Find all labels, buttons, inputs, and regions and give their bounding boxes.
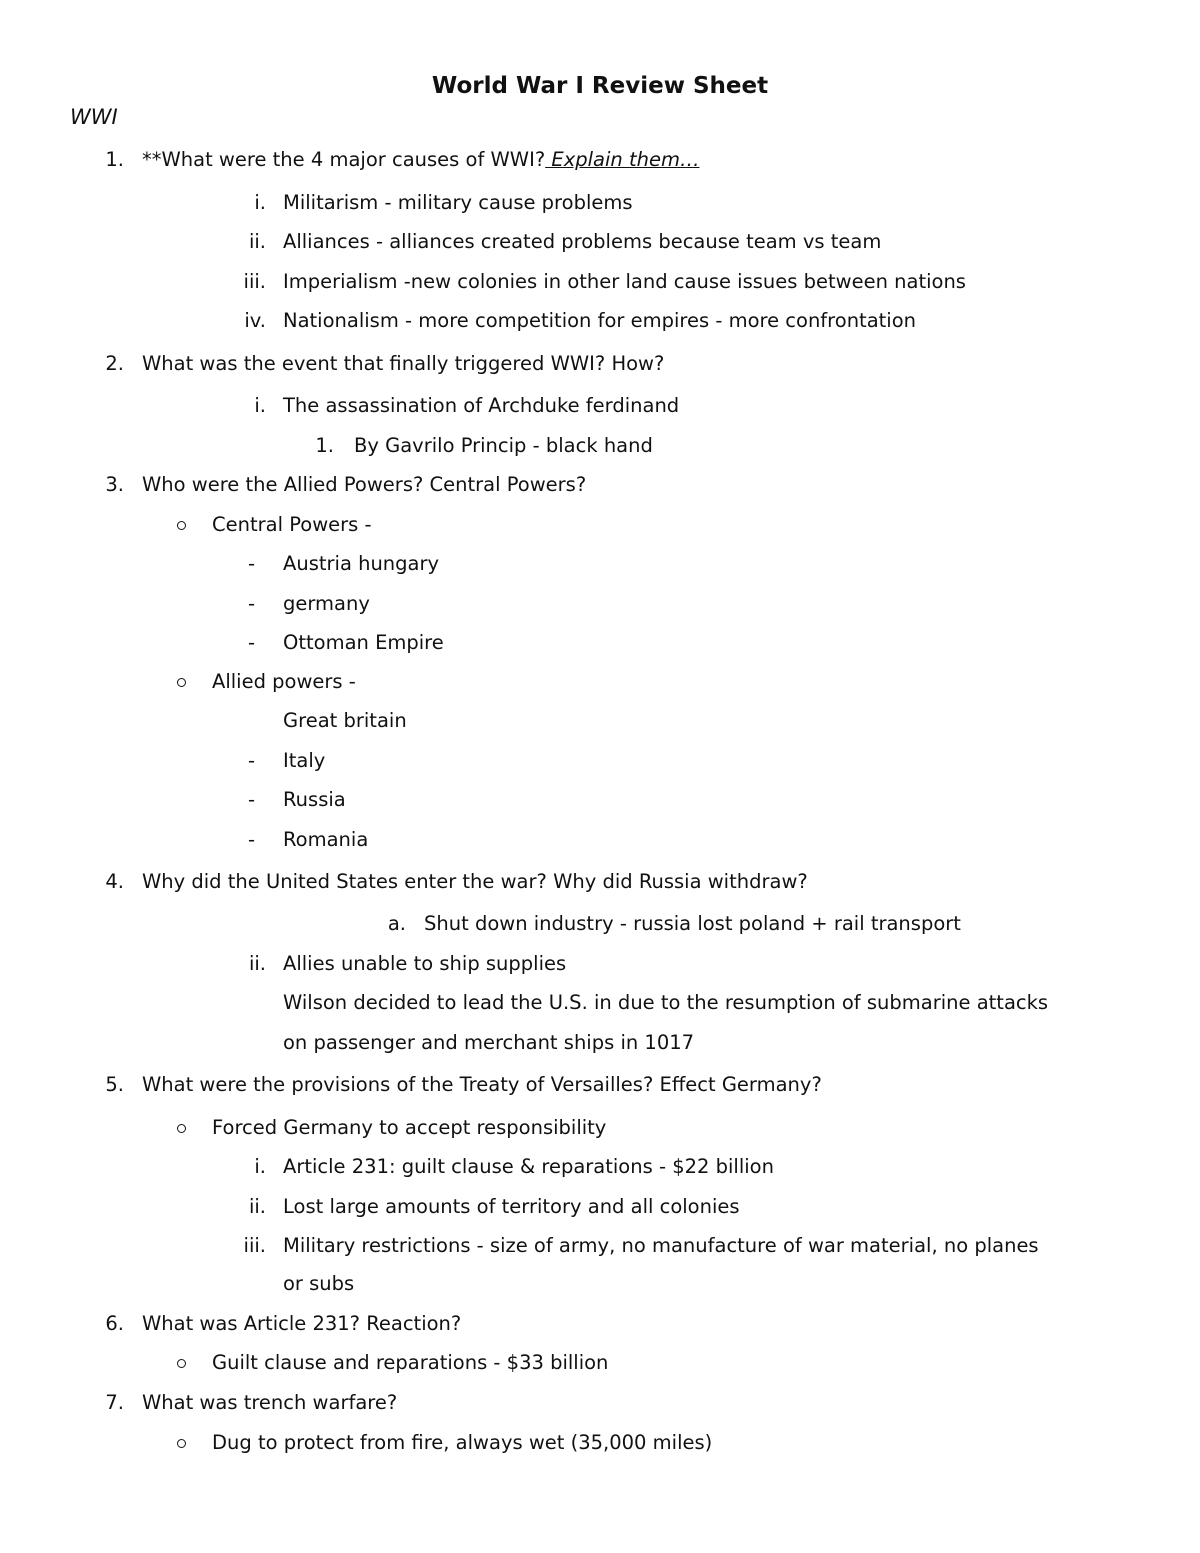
q1-item-3: Imperialism -new colonies in other land cause issues between nations — [283, 270, 966, 293]
q1-item-4-number: iv. — [244, 309, 266, 332]
dash-marker: - — [248, 788, 256, 811]
q7-text: What was trench warfare? — [142, 1391, 398, 1414]
allied-power-2: Italy — [283, 749, 326, 772]
allied-powers-label: Allied powers - — [212, 670, 356, 693]
q4-wilson-line-2: on passenger and merchant ships in 1017 — [283, 1031, 695, 1054]
q1-item-2: Alliances - alliances created problems because team vs team — [283, 230, 882, 253]
q1-question: **What were the 4 major causes of WWI? — [142, 148, 546, 171]
q4-ii-number: ii. — [248, 952, 266, 975]
dash-marker: - — [248, 631, 256, 654]
document-title: World War I Review Sheet — [431, 73, 769, 99]
allied-power-3: Russia — [283, 788, 346, 811]
q2-text: What was the event that finally triggered WWI? How? — [142, 352, 665, 375]
q4-text: Why did the United States enter the war? Why did Russia withdraw? — [142, 870, 808, 893]
allied-power-4: Romania — [283, 828, 369, 851]
q5-item-3-continued: or subs — [283, 1272, 355, 1295]
dash-marker: - — [248, 828, 256, 851]
q1-item-1-number: i. — [254, 191, 266, 214]
circle-bullet-icon — [177, 521, 186, 530]
q1-item-4: Nationalism - more competition for empires - more confrontation — [283, 309, 916, 332]
dash-marker: - — [248, 749, 256, 772]
q5-bullet: Forced Germany to accept responsibility — [212, 1116, 607, 1139]
q7-bullet: Dug to protect from fire, always wet (35,000 miles) — [212, 1431, 713, 1454]
circle-bullet-icon — [177, 678, 186, 687]
q5-item-2: Lost large amounts of territory and all colonies — [283, 1195, 740, 1218]
q5-item-2-number: ii. — [248, 1195, 266, 1218]
q5-item-1: Article 231: guilt clause & reparations - $22 billion — [283, 1155, 774, 1178]
circle-bullet-icon — [177, 1124, 186, 1133]
q2-sub-number: 1. — [315, 434, 334, 457]
central-power-2: germany — [283, 592, 370, 615]
q2-item: The assassination of Archduke ferdinand — [283, 394, 680, 417]
q1-number: 1. — [105, 148, 124, 171]
q5-item-3-number: iii. — [243, 1234, 266, 1257]
q6-bullet: Guilt clause and reparations - $33 billion — [212, 1351, 609, 1374]
q1-item-2-number: ii. — [248, 230, 266, 253]
circle-bullet-icon — [177, 1359, 186, 1368]
q3-number: 3. — [105, 473, 124, 496]
q4-a-item: Shut down industry - russia lost poland + rail transport — [424, 912, 961, 935]
q4-ii-item: Allies unable to ship supplies — [283, 952, 567, 975]
q5-text: What were the provisions of the Treaty of Versailles? Effect Germany? — [142, 1073, 822, 1096]
section-heading: WWI — [70, 105, 118, 129]
q5-item-3: Military restrictions - size of army, no manufacture of war material, no planes — [283, 1234, 1039, 1257]
q7-number: 7. — [105, 1391, 124, 1414]
q4-a-number: a. — [387, 912, 406, 935]
q6-text: What was Article 231? Reaction? — [142, 1312, 462, 1335]
q1-item-3-number: iii. — [243, 270, 266, 293]
dash-marker: - — [248, 592, 256, 615]
q1-text — [142, 146, 699, 174]
q4-number: 4. — [105, 870, 124, 893]
central-power-3: Ottoman Empire — [283, 631, 444, 654]
central-powers-label: Central Powers - — [212, 513, 372, 536]
q6-number: 6. — [105, 1312, 124, 1335]
q5-number: 5. — [105, 1073, 124, 1096]
q5-item-1-number: i. — [254, 1155, 266, 1178]
q1-item-1: Militarism - military cause problems — [283, 191, 633, 214]
allied-power-1: Great britain — [283, 709, 407, 732]
q3-text: Who were the Allied Powers? Central Powers? — [142, 473, 587, 496]
q1-explain: Explain them… — [545, 148, 700, 171]
q2-sub-item: By Gavrilo Princip - black hand — [354, 434, 653, 457]
q2-item-number: i. — [254, 394, 266, 417]
dash-marker: - — [248, 552, 256, 575]
circle-bullet-icon — [177, 1439, 186, 1448]
q2-number: 2. — [105, 352, 124, 375]
q4-wilson-line-1: Wilson decided to lead the U.S. in due to the resumption of submarine attacks — [283, 991, 1049, 1014]
central-power-1: Austria hungary — [283, 552, 440, 575]
